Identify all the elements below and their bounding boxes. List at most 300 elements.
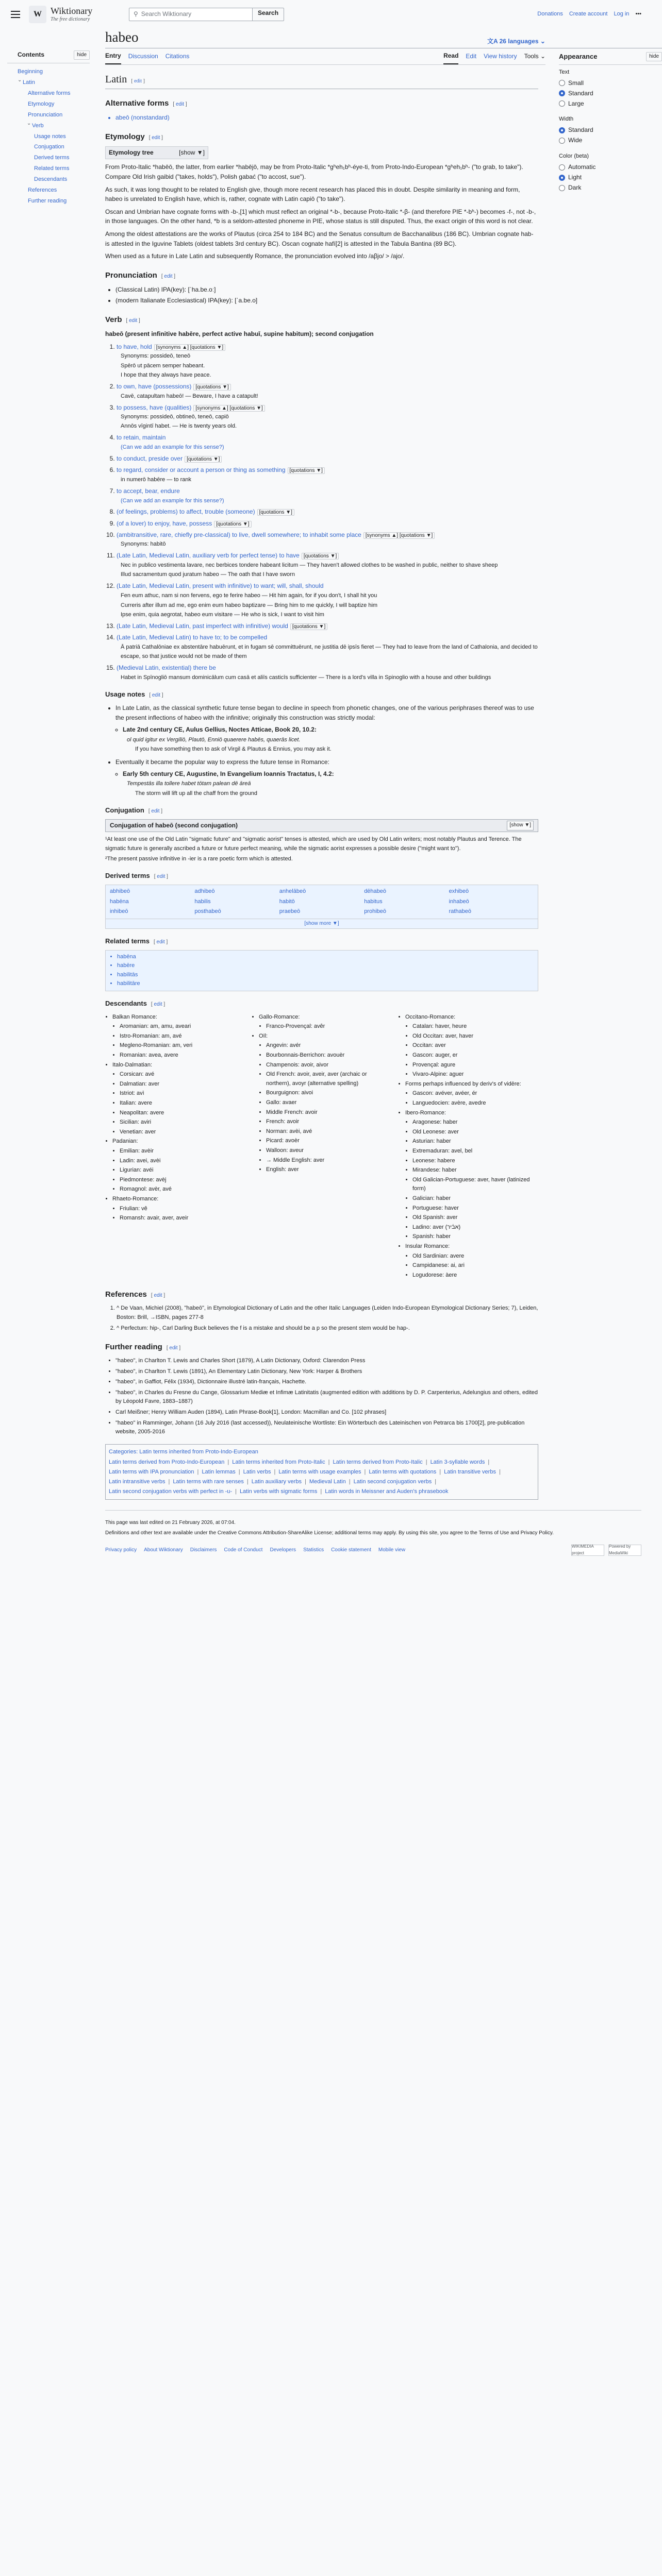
descendant-item[interactable]: • Bourguignon: aivoi (266, 1089, 392, 1098)
derived-term[interactable]: exhibeō (449, 888, 469, 894)
descendant-item[interactable]: • Italian: avere (120, 1099, 245, 1108)
derived-term[interactable]: habitus (364, 898, 383, 905)
edit-link[interactable]: edit (151, 808, 160, 815)
edit-link[interactable]: edit (164, 273, 173, 279)
toc-item[interactable]: Etymology (28, 100, 55, 107)
descendants-list (405, 1013, 538, 1280)
descendant-item[interactable]: • Aromanian: am, amu, aveari (120, 1022, 245, 1031)
derived-term[interactable]: prohibeō (364, 908, 387, 915)
descendant-item[interactable]: • Mirandese: haber (412, 1166, 538, 1175)
edit-link[interactable]: edit (175, 101, 185, 108)
tab-view-history[interactable]: View history (484, 53, 517, 60)
category-link[interactable]: Latin terms with IPA pronunciation (109, 1469, 194, 1476)
radio-button[interactable] (559, 138, 565, 144)
descendant-item[interactable]: • Old Occitan: aver, haver (412, 1032, 538, 1041)
toc-item[interactable]: Descendants (34, 176, 68, 183)
descendant-item[interactable]: • Extremaduran: avel, bel (412, 1147, 538, 1156)
edit-link[interactable]: edit (156, 939, 165, 945)
categories-box (105, 1444, 538, 1500)
descendants-column (105, 1012, 245, 1281)
definitions-list (117, 342, 538, 683)
etymology-text: Among the oldest attestations are the works of Plautus (circa 254 to 184 BC) and the Senatus consultum de Bacchanalibus (186 BC). Umbrian cognate hab- is attested in the Iguvine Tablets (oldest tablets 3rd century BC). Oscan cognate hafí[2] is attested in the Tabula Bantina (89 BC). (105, 230, 534, 247)
radio-label: Standard (568, 126, 593, 134)
definition-text[interactable]: to possess, have (qualities) (117, 403, 192, 411)
descendant-item[interactable]: • Provençal: agure (412, 1061, 538, 1070)
descendant-item[interactable]: • Neapolitan: avere (120, 1109, 245, 1118)
definition-text[interactable]: to regard, consider or account a person or thing as something (117, 466, 286, 473)
tab-citations[interactable]: Citations (165, 53, 190, 60)
toc-item[interactable]: Further reading (28, 197, 67, 204)
search-placeholder: Search Wiktionary (141, 10, 192, 18)
descendant-item[interactable]: • Walloon: aveur (266, 1146, 392, 1156)
radio-option[interactable] (559, 88, 662, 98)
quotation: ol quid igitur ex Vergiliō, Plautō, Enniō quaerere habēs, quaerās licet. (127, 736, 301, 743)
descendant-item[interactable]: • Portuguese: haver (412, 1204, 538, 1213)
radio-button[interactable] (559, 185, 565, 191)
quotations-toggle[interactable]: [synonyms ▲] [quotations ▼] (154, 344, 225, 351)
category-separator: | (435, 1478, 437, 1485)
tools-menu[interactable]: Tools ⌄ (524, 53, 545, 60)
etymology-text: From Proto-Italic *habēō, the latter, from earlier *habējō, may be from Proto-Italic *gʰeh₁bʰ-éye-ti, from Proto-Indo-European *gʰeh₁bʰ- ("to grab, to take"). Compare Old Irish gaibid ("takes, holds"), Polish gabać ("to accost, sue"). (105, 163, 523, 181)
derived-term[interactable]: inhibeō (110, 908, 128, 915)
search-form (129, 8, 284, 21)
appearance-title: Appearance (559, 53, 598, 61)
related-term[interactable]: • habēre (117, 961, 534, 971)
descendant-item[interactable]: • Venetian: aver (120, 1128, 245, 1137)
site-title: Wiktionary (51, 6, 93, 16)
etymology-tree-box[interactable]: Etymology tree [show ▼] (105, 146, 208, 159)
descendant-item: • Oïl: (259, 1032, 392, 1041)
descendant-item[interactable]: • Angevin: avér (266, 1041, 392, 1050)
category-link[interactable]: Latin lemmas (202, 1469, 236, 1476)
descendant-item[interactable]: • Spanish: haber (412, 1232, 538, 1242)
category-separator: | (304, 1478, 306, 1485)
tab-discussion[interactable]: Discussion (128, 53, 158, 60)
descendant-item[interactable]: • Gallo: avaer (266, 1098, 392, 1108)
category-separator: | (235, 1488, 237, 1495)
radio-option[interactable] (559, 125, 662, 135)
definition-text[interactable]: to retain, maintain (117, 433, 166, 441)
quotations-toggle[interactable]: [quotations ▼] (257, 509, 294, 516)
category-link[interactable]: Latin second conjugation verbs with perfect in -u- (109, 1488, 233, 1495)
category-separator: | (439, 1469, 441, 1476)
descendant-item: • Ibero-Romance: (405, 1109, 538, 1118)
radio-option[interactable] (559, 78, 662, 88)
usage-example: Illud sacramentum quod juratum habeo — The oath that I have sworn (121, 571, 295, 578)
mediawiki-badge[interactable]: Powered by MediaWiki (608, 1545, 641, 1556)
etymology-text: As such, it was long thought to be related to English give, though more recent research has placed this in doubt. Despite similarity in meaning and form, habeo is unrelated to English have, which is, rather, cognate with Latin capiō ("to take"). (105, 185, 520, 203)
category-link[interactable]: Latin terms with quotations (369, 1469, 437, 1476)
related-term[interactable]: • habēna (117, 953, 534, 962)
footer-link[interactable]: Disclaimers (190, 1547, 217, 1553)
descendant-item: • Padanian: (112, 1137, 245, 1146)
login-link[interactable]: Log in (614, 10, 630, 17)
site-logo[interactable] (29, 6, 111, 23)
category-separator: | (425, 1459, 427, 1466)
descendants-column (252, 1012, 392, 1281)
derived-term[interactable]: dēhabeō (364, 888, 387, 894)
edit-link[interactable]: edit (157, 874, 166, 880)
radio-label: Dark (568, 184, 582, 192)
definition-text[interactable]: to own, have (possessions) (117, 382, 192, 390)
descendant-item[interactable]: • Friulian: vê (120, 1205, 245, 1214)
category-link[interactable]: Latin words in Meissner and Auden's phrasebook (325, 1488, 449, 1495)
descendant-item[interactable]: • Sicilian: aviri (120, 1118, 245, 1127)
wikimedia-badge[interactable]: WIKIMEDIA project (571, 1545, 604, 1556)
descendant-item[interactable]: • Megleno-Romanian: am, veri (120, 1041, 245, 1050)
category-separator: | (320, 1488, 322, 1495)
alt-form-item[interactable]: • abeō (nonstandard) (115, 113, 538, 123)
category-link[interactable]: Latin transitive verbs (444, 1469, 496, 1476)
quotation: Tempestās illa tollere habet tōtam palean dē āreā (127, 781, 251, 787)
definition-item (117, 382, 538, 401)
toc-list (7, 66, 90, 207)
descendant-item[interactable]: • Middle French: avoir (266, 1108, 392, 1117)
show-toggle[interactable]: [show ▼] (507, 821, 534, 831)
usage-example: Habet in Spīnogliō mansum dominicālum cum casā et aliīs casticīs sufficienter — There is a lord's villa in Spinoglio with a house and other buildings (121, 674, 491, 681)
related-terms-list (117, 953, 534, 989)
tab-edit[interactable]: Edit (466, 53, 477, 60)
category-link[interactable]: Latin intransitive verbs (109, 1478, 166, 1485)
radio-option[interactable] (559, 183, 662, 193)
descendant-item[interactable]: • Vivaro-Alpine: aguer (412, 1070, 538, 1079)
toc-item[interactable]: Beginning (18, 69, 43, 75)
quotations-toggle[interactable]: [quotations ▼] (288, 467, 325, 474)
radio-button[interactable] (559, 90, 565, 96)
text-size-label: Text (559, 69, 570, 75)
descendant-item[interactable]: • Romagnol: avèr, avé (120, 1185, 245, 1194)
descendant-item[interactable]: • Gascon: auger, er (412, 1051, 538, 1060)
descendant-item: • Gallo-Romance: (259, 1013, 392, 1022)
category-link[interactable]: Categories: Latin terms inherited from Proto-Indo-European (109, 1448, 258, 1455)
radio-button[interactable] (559, 127, 565, 133)
further-reading-list (115, 1357, 538, 1437)
footer-link[interactable]: Developers (270, 1547, 296, 1553)
category-link[interactable]: Latin second conjugation verbs (353, 1478, 432, 1485)
toc-item[interactable]: Usage notes (34, 133, 66, 140)
definition-text[interactable]: (of a lover) to enjoy, have, possess (117, 519, 212, 527)
definition-item (117, 342, 538, 380)
descendant-item[interactable]: • Piedmontese: avèj (120, 1176, 245, 1185)
definition-item (117, 621, 538, 631)
descendant-item[interactable]: • Champenois: avoir, aivor (266, 1061, 392, 1070)
verb-headword-line: habeō (present infinitive habēre, perfect active habuī, supine habitum); second conjugation (105, 330, 374, 338)
pronunciation-heading: Pronunciation (105, 270, 157, 280)
definition-item (117, 465, 538, 485)
citation: Early 5th century CE, Augustine, In Evangelium Ioannis Tractatus, I, 4.2: (123, 770, 334, 778)
edit-link[interactable]: edit (152, 135, 160, 141)
quotations-toggle[interactable]: [synonyms ▲] [quotations ▼] (363, 532, 435, 539)
appearance-panel (559, 53, 662, 1510)
descendant-item[interactable]: • Logudorese: àere (412, 1271, 538, 1280)
derived-term[interactable]: praebeō (279, 908, 301, 915)
descendant-item[interactable]: • Ladin: avei, avèi (120, 1157, 245, 1166)
further-reading-item: • Carl Meißner; Henry William Auden (1894), Latin Phrase-Book[1], London: Macmillan and Co. [102 phrases] (115, 1408, 538, 1417)
descendant-item[interactable]: • Leonese: habere (412, 1157, 538, 1166)
tab-read[interactable]: Read (443, 48, 458, 64)
descendant-item[interactable]: • Bourbonnais-Berrichon: avouèr (266, 1051, 392, 1060)
descendant-item: • Occitano-Romance: (405, 1013, 538, 1022)
citation: Late 2nd century CE, Aulus Gellius, Noctes Atticae, Book 20, 10.2: (123, 726, 317, 734)
tab-entry[interactable]: Entry (105, 48, 121, 64)
radio-button[interactable] (559, 100, 565, 107)
definition-text[interactable]: to have, hold (117, 343, 152, 350)
page-title: habeo (105, 29, 139, 45)
category-separator: | (246, 1478, 249, 1485)
etymology-heading: Etymology (105, 132, 145, 142)
derived-term[interactable]: habitō (279, 898, 295, 905)
descendant-item[interactable]: • French: avoir (266, 1117, 392, 1127)
derived-term[interactable]: adhibeō (194, 888, 215, 894)
usage-notes-heading: Usage notes (105, 690, 145, 699)
definition-text[interactable]: (Late Latin, Medieval Latin) to have to; to be compelled (117, 634, 268, 641)
descendant-item[interactable]: • Ladino: aver (אבֿיר) (412, 1223, 538, 1232)
toc-item[interactable]: Alternative forms (28, 90, 71, 96)
radio-option[interactable] (559, 135, 662, 146)
definition-item (117, 581, 538, 620)
etymology-text: When used as a future in Late Latin and subsequently Romance, the pronunciation evolved into /aβjo/ > /ajo/. (105, 252, 405, 260)
quotations-toggle[interactable]: [quotations ▼] (290, 623, 327, 630)
descendant-item[interactable]: • Asturian: haber (412, 1137, 538, 1146)
related-term[interactable]: • habilitāre (117, 979, 534, 989)
descendant-item[interactable]: • Old Sardinian: avere (412, 1252, 538, 1261)
descendant-item[interactable]: • Old Leonese: aver (412, 1128, 538, 1137)
category-separator: | (227, 1459, 229, 1466)
conjugation-table-toggle[interactable]: Conjugation of habeō (second conjugation) [show ▼] (105, 819, 538, 832)
derived-term[interactable]: anhelābeō (279, 888, 306, 894)
descendant-item[interactable]: • Campidanese: ai, ari (412, 1261, 538, 1270)
definition-text[interactable]: (Late Latin, Medieval Latin, past imperfect with infinitive) would (117, 622, 288, 630)
descendant-item: • Rhaeto-Romance: (112, 1195, 245, 1204)
more-options-icon[interactable]: ••• (635, 10, 641, 17)
sidebar (7, 28, 90, 1563)
synonyms-line: Synonyms: possideō, teneō (121, 352, 191, 359)
derived-term[interactable]: abhibeō (110, 888, 130, 894)
create-account-link[interactable]: Create account (569, 10, 608, 17)
descendant-item[interactable]: • Corsican: avé (120, 1070, 245, 1079)
verb-heading: Verb (105, 315, 122, 325)
toc-item[interactable]: Related terms (34, 165, 70, 172)
descendant-item[interactable]: • Emilian: avèir (120, 1147, 245, 1156)
descendant-item[interactable]: • Gascon: avéver, avéer, ér (412, 1089, 538, 1098)
toc-hide-button[interactable]: hide (74, 50, 90, 60)
category-link[interactable]: Medieval Latin (309, 1478, 346, 1485)
footer-link[interactable]: Cookie statement (331, 1547, 371, 1553)
footer-link[interactable]: Code of Conduct (224, 1547, 263, 1553)
toc-item[interactable]: ⌄ Verb (7, 121, 90, 131)
descendant-item[interactable]: • Occitan: aver (412, 1041, 538, 1050)
descendants-heading: Descendants (105, 999, 147, 1007)
descendants-list (259, 1013, 392, 1175)
definition-item (117, 454, 538, 464)
category-separator: | (488, 1459, 490, 1466)
descendants-columns (105, 1012, 538, 1281)
descendant-item[interactable]: • Istro-Romanian: am, avé (120, 1032, 245, 1041)
search-input[interactable] (129, 8, 253, 21)
usage-example: Annōs vīgintī habet. — He is twenty years old. (121, 423, 237, 430)
toc-item[interactable]: References (28, 187, 57, 193)
show-toggle[interactable]: [show ▼] (179, 149, 205, 157)
footer-link[interactable]: Statistics (303, 1547, 324, 1553)
user-links (537, 10, 641, 19)
category-separator: | (499, 1469, 501, 1476)
descendant-item[interactable]: • Dalmatian: aver (120, 1080, 245, 1089)
descendant-item[interactable]: • Romansh: avair, aver, aveir (120, 1214, 245, 1223)
category-link[interactable]: Latin terms derived from Proto-Italic (333, 1459, 423, 1466)
usage-example: (Can we add an example for this sense?) (121, 444, 224, 451)
radio-button[interactable] (559, 164, 565, 171)
edit-link[interactable]: edit (152, 692, 160, 699)
quotations-toggle[interactable]: [quotations ▼] (214, 521, 251, 528)
definition-item (117, 433, 538, 452)
edit-link[interactable]: edit (134, 78, 142, 84)
derived-term[interactable]: rathabeō (449, 908, 472, 915)
pronunciation-list (115, 285, 538, 306)
appearance-hide-button[interactable]: hide (646, 52, 662, 61)
toc-item[interactable]: Conjugation (34, 144, 64, 150)
category-separator: | (364, 1469, 366, 1476)
category-link[interactable]: Latin terms with rare senses (173, 1478, 244, 1485)
site-header (0, 0, 662, 28)
radio-label: Large (568, 99, 584, 107)
usage-example: Fen eum athuc, nam si non fervens, ego te ferire habeo — Hit him again, for if you don't, I shall hit you (121, 592, 377, 599)
footer-link[interactable]: Mobile view (378, 1547, 406, 1553)
definition-item (117, 519, 538, 529)
usage-example: Cavē, catapultam habeō! — Beware, I have a catapult! (121, 393, 258, 399)
width-label: Width (559, 116, 574, 123)
toc-item[interactable]: Derived terms (34, 155, 70, 161)
radio-label: Light (568, 174, 582, 181)
descendant-item[interactable]: • Norman: avèi, avé (266, 1127, 392, 1137)
further-reading-item: • "habeo" in Ramminger, Johann (16 July 2016 (last accessed)), Neulateinische Wortliste: Ein Wörterbuch des Lateinischen von Petrarca bis 1700[2], pre-publication website, 2005-2016 (115, 1419, 538, 1437)
usage-example: Ipse enim, quia aegrotat, habeo eum visitare — He who is sick, I want to visit him (121, 612, 324, 618)
descendant-item[interactable]: • Romanian: avea, avere (120, 1051, 245, 1060)
quotations-toggle[interactable]: [synonyms ▲] [quotations ▼] (193, 405, 264, 412)
definition-item (117, 551, 538, 580)
usage-example: in numerō habēre — to rank (121, 477, 191, 483)
descendant-item: • Balkan Romance: (112, 1013, 245, 1022)
definition-text[interactable]: to accept, bear, endure (117, 487, 180, 495)
definition-item (117, 403, 538, 431)
category-link[interactable]: Latin 3-syllable words (430, 1459, 485, 1466)
definition-text[interactable]: (Medieval Latin, existential) there be (117, 664, 216, 671)
descendant-item[interactable]: • Old Spanish: aver (412, 1213, 538, 1223)
category-link[interactable]: Latin verbs with sigmatic forms (239, 1488, 318, 1495)
definition-text[interactable]: (Late Latin, Medieval Latin, present with infinitive) to want; will, shall, should (117, 582, 324, 589)
descendant-item[interactable]: • Languedocien: avère, avedre (412, 1099, 538, 1108)
etymology-text: Oscan and Umbrian have cognate forms with -b-,[1] which must reflect an original *-b-, because Proto-Italic *-β- (and therefore PIE *-bʰ-) becomes -f-, not -b-, in those languages. On the other hand, *b is a seldom-attested phoneme in PIE, whose status is still disputed. Thus, the exact origin of this word is not clear. (105, 208, 536, 225)
conjugation-note: ¹At least one use of the Old Latin "sigmatic future" and "sigmatic aorist" tenses is attested, which are used by Old Latin writers; most notably Plautus and Terence. The sigmatic future is generally ascribed a future or future perfect meaning, while the sigmatic aorist expresses a possible desire ("might want to"). (105, 836, 522, 852)
related-term[interactable]: • habilitās (117, 971, 534, 980)
synonyms-line: Synonyms: possideō, obtineō, teneō, capiō (121, 413, 229, 420)
definition-item (117, 633, 538, 661)
descendant-item[interactable]: • English: aver (266, 1165, 392, 1175)
edit-link[interactable]: edit (154, 1293, 162, 1299)
category-separator: | (238, 1469, 240, 1476)
definition-item (117, 530, 538, 549)
definition-item (117, 663, 538, 683)
descendant-item: • Forms perhaps influenced by deriv's of vidēre: (405, 1080, 538, 1089)
descendant-item[interactable]: • Picard: avoèr (266, 1137, 392, 1146)
search-icon: ⚲ (134, 10, 138, 18)
search-button[interactable]: Search (253, 8, 284, 21)
derived-term[interactable]: posthabeō (194, 908, 221, 915)
definition-text[interactable]: (ambitransitive, rare, chiefly pre-classical) to live, dwell somewhere; to inhabit some place (117, 531, 361, 538)
definition-text[interactable]: (of feelings, problems) to affect, trouble (someone) (117, 508, 255, 516)
descendant-item[interactable]: • Aragonese: haber (412, 1118, 538, 1127)
descendant-item[interactable]: • Old Galician-Portuguese: aver, haver (latinized form) (412, 1176, 538, 1194)
category-link[interactable]: Latin auxiliary verbs (251, 1478, 302, 1485)
reference-item: 1. ^ De Vaan, Michiel (2008), "habeō", in Etymological Dictionary of Latin and the other Italic Languages (Leiden Indo-European Etymological Dictionary Series; 7), Leiden, Boston: Brill, →ISBN, pages 277-8 (117, 1304, 538, 1322)
languages-button[interactable]: 文A 26 languages ⌄ (487, 37, 545, 45)
conjugation-heading: Conjugation (105, 806, 144, 815)
edit-link[interactable]: edit (129, 318, 138, 324)
related-terms-heading: Related terms (105, 937, 150, 945)
category-link[interactable]: Latin terms with usage examples (278, 1469, 361, 1476)
descendant-item[interactable]: • Istriot: avì (120, 1089, 245, 1098)
usage-example: Nec in publico vestimenta lavare, nec berbices tondere habeant licitum — They haven't allowed clothes to be washed in public, neither to shave sheep (121, 562, 498, 568)
definition-text[interactable]: (Late Latin, Medieval Latin, auxiliary verb for perfect tense) to have (117, 551, 300, 559)
license-text: Definitions and other text are available under the Creative Commons Attribution-ShareAlike License; additional terms may apply. By using this site, you agree to the Terms of Use and Privacy Policy. (105, 1530, 554, 1536)
edit-link[interactable]: edit (169, 1345, 178, 1351)
category-link[interactable]: Latin terms inherited from Proto-Italic (232, 1459, 325, 1466)
quotations-toggle[interactable]: [quotations ▼] (193, 384, 230, 391)
radio-label: Wide (568, 137, 583, 144)
descendant-item[interactable]: • Ligurian: avéi (120, 1166, 245, 1175)
category-link[interactable]: Latin verbs (243, 1469, 271, 1476)
derived-term[interactable]: inhabeō (449, 898, 469, 905)
donations-link[interactable]: Donations (537, 10, 563, 17)
toc-item[interactable]: ⌄ Latin (7, 77, 90, 88)
radio-button[interactable] (559, 175, 565, 181)
usage-note: Eventually it became the popular way to express the future tense in Romance: (115, 758, 329, 766)
synonyms-line: Synonyms: habitō (121, 541, 166, 547)
category-separator: | (197, 1469, 199, 1476)
logo-mark: W (29, 6, 46, 23)
radio-button[interactable] (559, 80, 565, 86)
descendant-item[interactable]: • Catalan: haver, heure (412, 1022, 538, 1031)
quotations-toggle[interactable]: [quotations ▼] (185, 456, 222, 463)
usage-example: Ā patriā Cathalōniae ex abstentāre habuērunt, et in fugam sē committuērunt, ne justitia dē ipsīs fieret — They had to leave from the land of Cathalonia, and decided to escape, so that justice would not be made of them (121, 644, 538, 659)
footer-link[interactable]: About Wiktionary (144, 1547, 183, 1553)
derived-terms-heading: Derived terms (105, 872, 150, 880)
radio-option[interactable] (559, 162, 662, 173)
category-separator: | (168, 1478, 170, 1485)
definition-text[interactable]: to conduct, preside over (117, 454, 183, 462)
edit-link[interactable]: edit (154, 1001, 162, 1007)
descendant-item: • Insular Romance: (405, 1242, 538, 1251)
quotations-toggle[interactable]: [quotations ▼] (302, 553, 339, 560)
footer-link[interactable]: Privacy policy (105, 1547, 137, 1553)
derived-terms-grid (105, 885, 538, 919)
derived-term[interactable]: habēna (110, 898, 129, 905)
descendant-item[interactable]: • Franco-Provençal: avêr (266, 1022, 392, 1031)
descendant-item[interactable]: • → Middle English: aver (266, 1156, 392, 1165)
reference-item: 2. ^ Perfectum: hip-, Carl Darling Buck believes the f is a mistake and should be a p so the present stem would be hap-. (117, 1324, 538, 1333)
descendant-item[interactable]: • Old French: avoir, aveir, aver (archaic or northern), avoyr (alternative spelling) (266, 1070, 392, 1088)
radio-option[interactable] (559, 173, 662, 183)
radio-option[interactable] (559, 98, 662, 109)
further-reading-item: • "habeo", in Charlton T. Lewis and Charles Short (1879), A Latin Dictionary, Oxford: Clarendon Press (115, 1357, 538, 1366)
category-link[interactable]: Latin terms derived from Proto-Indo-European (109, 1459, 225, 1466)
descendant-item[interactable]: • Galician: haber (412, 1194, 538, 1204)
main-menu-icon[interactable] (7, 6, 24, 23)
toc-item[interactable]: Pronunciation (28, 111, 63, 118)
show-more-button[interactable]: [show more ▼] (105, 919, 538, 929)
derived-term[interactable]: habilis (194, 898, 211, 905)
usage-example: I hope that they always have peace. (121, 372, 211, 379)
page-footer (105, 1510, 641, 1563)
